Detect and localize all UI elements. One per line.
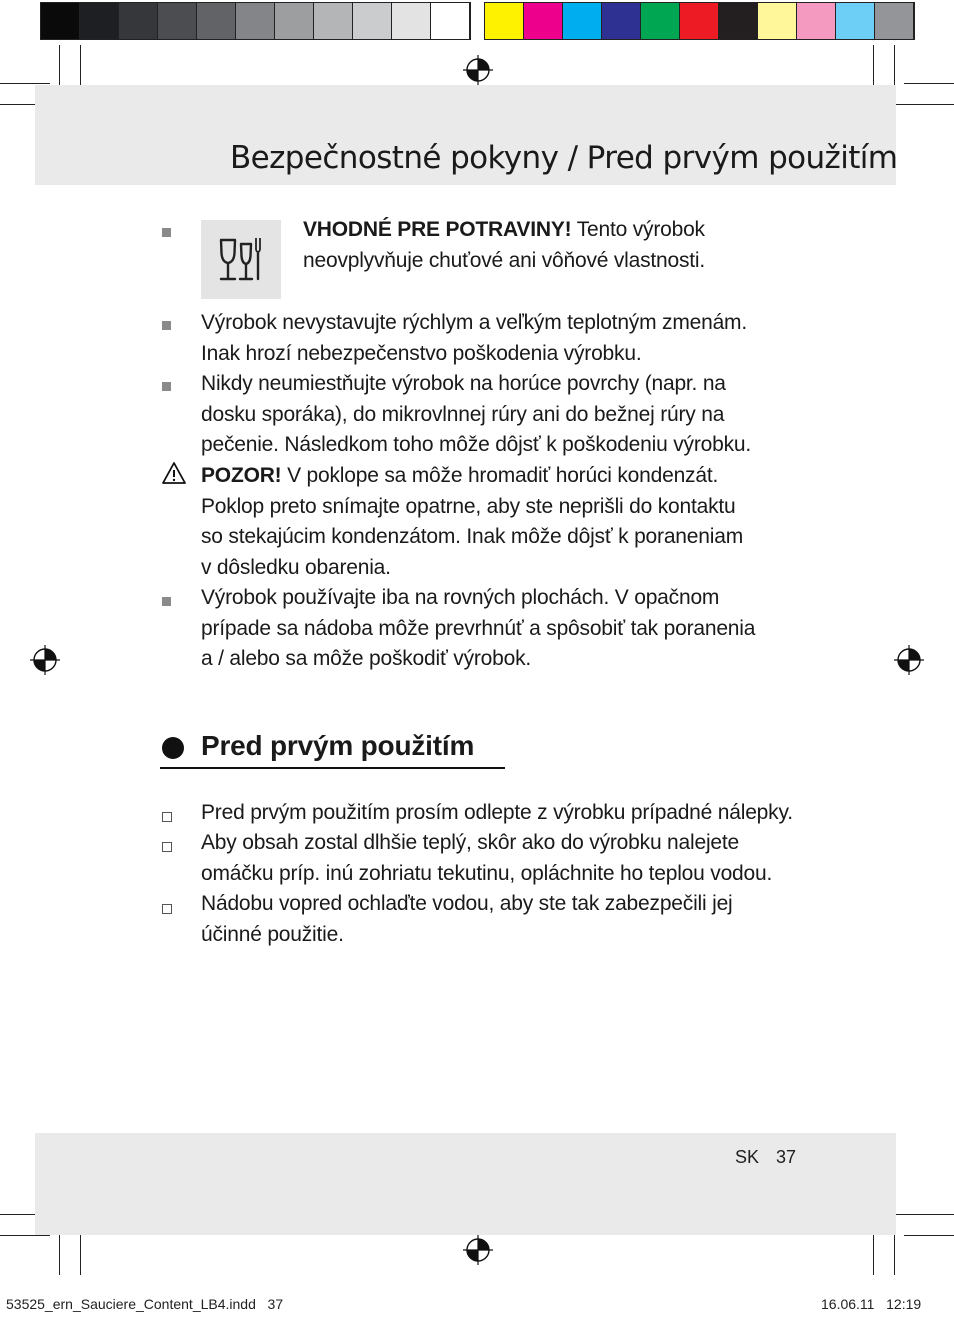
color-swatch: [80, 3, 119, 39]
crop-mark: [890, 104, 954, 105]
color-swatch: [875, 3, 914, 39]
warning-heading: POZOR!: [201, 464, 282, 487]
file-slug: 53525_ern_Sauciere_Content_LB4.indd 37: [6, 1296, 284, 1312]
crop-mark: [894, 1230, 895, 1275]
list-item-line: Výrobok nevystavujte rýchlym a veľkým teplotným zmenám.: [201, 311, 747, 334]
color-swatch: [236, 3, 275, 39]
crop-mark: [59, 45, 60, 87]
list-item-line: Nádobu vopred ochlaďte vodou, aby ste tak zabezpečili jej: [201, 892, 733, 915]
crop-mark: [873, 1230, 874, 1275]
page-title: Bezpečnostné pokyny / Pred prvým použitím: [230, 140, 898, 176]
list-item: [201, 889, 733, 950]
color-swatch: [431, 3, 470, 39]
list-item-line: Inak hrozí nebezpečenstvo poškodenia výrobku.: [201, 341, 642, 365]
food-safe-heading: VHODNÉ PRE POTRAVINY!: [303, 218, 572, 241]
crop-mark: [80, 45, 81, 87]
food-safe-line1-rest: Tento výrobok: [571, 218, 705, 241]
warning-line: v dôsledku obarenia.: [201, 555, 391, 579]
date-slug: 16.06.11 12:19: [821, 1296, 922, 1312]
registration-mark-icon: [463, 1235, 493, 1265]
crop-mark: [890, 1214, 954, 1215]
color-swatch: [680, 3, 719, 39]
food-safe-line-1: [303, 215, 823, 246]
registration-mark-icon: [30, 645, 60, 675]
warning-text: [201, 461, 743, 583]
color-swatch: [758, 3, 797, 39]
color-swatch: [485, 3, 524, 39]
warning-line1-rest: V poklope sa môže hromadiť horúci kondenzát.: [281, 464, 719, 487]
color-swatch: [119, 3, 158, 39]
warning-icon: [161, 461, 187, 485]
list-item: [201, 308, 747, 369]
crop-mark: [59, 1230, 60, 1275]
section-bullet-icon: [162, 737, 184, 759]
list-item-line: pečenie. Následkom toho môže dôjsť k poškodeniu výrobku.: [201, 433, 751, 457]
color-swatch: [797, 3, 836, 39]
list-item: [201, 369, 751, 461]
color-swatch: [392, 3, 431, 39]
crop-mark: [894, 45, 895, 87]
list-item-line: dosku sporáka), do mikrovlnnej rúry ani do bežnej rúry na: [201, 402, 725, 426]
bullet: [162, 382, 171, 391]
color-swatch: [158, 3, 197, 39]
list-item: [201, 583, 755, 675]
color-swatch: [602, 3, 641, 39]
list-item-line: Nikdy neumiestňujte výrobok na horúce povrchy (napr. na: [201, 372, 726, 395]
section-underline: [160, 767, 505, 769]
crop-mark: [80, 1230, 81, 1275]
list-item-line: Výrobok používajte iba na rovných plochách. V opačnom: [201, 586, 720, 609]
list-item-line: prípade sa nádoba môže prevrhnúť a spôsobiť tak poranenia: [201, 616, 756, 640]
bullet: [162, 321, 171, 330]
color-swatch: [563, 3, 602, 39]
crop-mark: [904, 1235, 954, 1236]
food-safe-icon: [201, 220, 281, 299]
language-code: SK: [735, 1147, 760, 1167]
registration-mark-icon: [894, 645, 924, 675]
bullet: [162, 228, 171, 237]
food-safe-line-2: neovplyvňuje chuťové ani vôňové vlastnosti.: [303, 248, 706, 272]
color-swatch: [836, 3, 875, 39]
warning-line-1: [201, 461, 743, 492]
checkbox-bullet-icon: [162, 842, 172, 852]
section-title: Pred prvým použitím: [201, 730, 475, 761]
warning-line: so stekajúcim kondenzátom. Inak môže dôjsť k poraneniam: [201, 525, 743, 549]
color-swatch: [314, 3, 353, 39]
color-swatch: [641, 3, 680, 39]
list-item-line: Pred prvým použitím prosím odlepte z výrobku prípadné nálepky.: [201, 801, 793, 824]
list-item: [201, 828, 772, 889]
color-swatch: [524, 3, 563, 39]
food-safe-text: [303, 215, 823, 276]
color-swatch: [719, 3, 758, 39]
color-swatch: [353, 3, 392, 39]
page-number: 37: [776, 1147, 797, 1167]
crop-mark: [873, 45, 874, 87]
crop-mark: [904, 83, 954, 84]
warning-line: Poklop preto snímajte opatrne, aby ste neprišli do kontaktu: [201, 494, 736, 518]
process-color-bar: [484, 2, 915, 40]
list-item-line: účinné použitie.: [201, 922, 344, 946]
color-swatch: [275, 3, 314, 39]
list-item-line: Aby obsah zostal dlhšie teplý, skôr ako do výrobku nalejete: [201, 831, 740, 854]
registration-mark-icon: [463, 55, 493, 85]
grayscale-color-bar: [40, 2, 471, 40]
footer-band: [35, 1133, 896, 1235]
list-item: [201, 798, 793, 829]
crop-mark: [0, 1235, 50, 1236]
checkbox-bullet-icon: [162, 812, 172, 822]
checkbox-bullet-icon: [162, 904, 172, 914]
color-swatch: [197, 3, 236, 39]
list-item-line: omáčku príp. inú zohriatu tekutinu, opláchnite ho teplou vodou.: [201, 861, 773, 885]
crop-mark: [0, 83, 50, 84]
color-swatch: [41, 3, 80, 39]
list-item-line: a / alebo sa môže poškodiť výrobok.: [201, 647, 532, 671]
bullet: [162, 597, 171, 606]
